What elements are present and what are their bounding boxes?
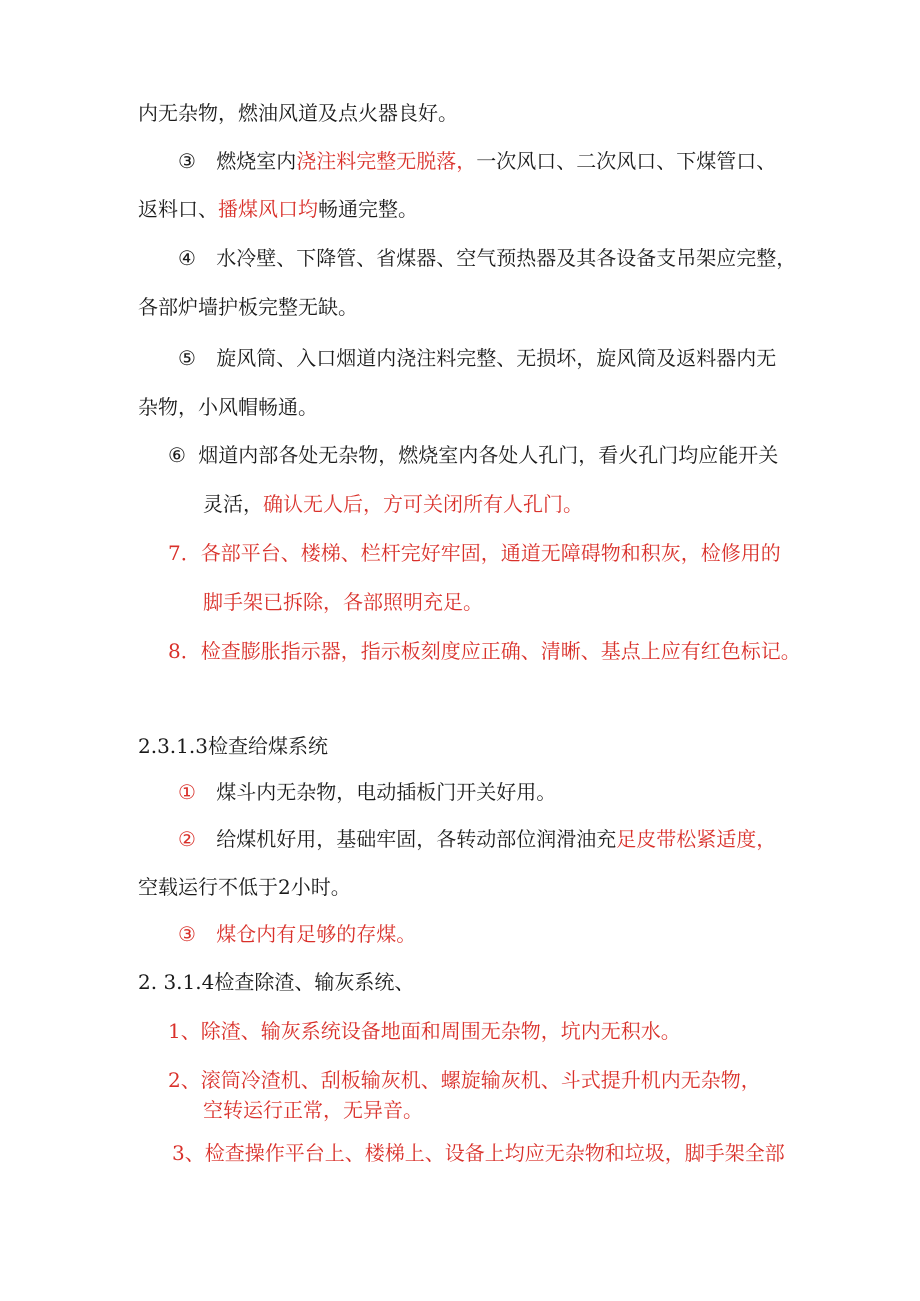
line-text: 烟道内部各处无杂物，燃烧室内各处人孔门，看火孔门均应能开关	[198, 443, 779, 467]
heading-text: 2. 3.1.4检查除渣、输灰系统、	[138, 970, 415, 994]
list-item	[178, 826, 776, 852]
line-text-highlight: 确认无人后，方可关闭所有人孔门。	[263, 492, 583, 516]
text-line	[203, 491, 583, 517]
item-marker: ⑥	[168, 443, 186, 467]
line-text: 给煤机好用，基础牢固，各转动部位润滑油充	[216, 827, 617, 851]
line-text: 灵活，	[203, 492, 263, 516]
line-text-highlight: 松紧适度，	[676, 827, 777, 851]
text-line	[138, 100, 458, 126]
line-text: 煤仓内有足够的存煤。	[216, 922, 417, 946]
line-text: 畅通完整。	[318, 197, 418, 221]
text-line	[138, 874, 351, 900]
line-text: 杂物，小风帽畅通。	[138, 395, 318, 419]
list-item	[168, 540, 781, 566]
line-text: 空转运行正常，无异音。	[203, 1098, 423, 1122]
line-text: 空载运行不低于2小时。	[138, 875, 351, 899]
heading-text: 2.3.1.3检查给煤系统	[138, 734, 328, 758]
text-line	[203, 589, 483, 615]
line-text: 一次风口、二次风口、下煤管口、	[476, 149, 777, 173]
list-item	[178, 345, 776, 371]
list-item	[168, 1018, 681, 1044]
line-text-highlight: 浇注料完整无脱落，	[296, 149, 477, 173]
line-text: 旋风筒、入口烟道内浇注料完整、无损坏，旋风筒及返料器内无	[216, 346, 777, 370]
item-marker: ④	[178, 246, 196, 270]
item-marker: ③	[178, 922, 196, 946]
line-text: 3、检查操作平台上、楼梯上、设备上均应无杂物和垃圾，脚手架全部	[172, 1141, 785, 1165]
text-line	[138, 196, 418, 222]
line-text: 脚手架已拆除，各部照明充足。	[203, 590, 483, 614]
item-marker: ②	[178, 827, 196, 851]
line-text: 7．各部平台、楼梯、栏杆完好牢固，通道无障碍物和积灰，检修用的	[168, 541, 781, 565]
list-item	[168, 638, 801, 664]
list-item	[178, 245, 796, 271]
section-heading	[138, 969, 414, 995]
item-marker: ⑤	[178, 346, 196, 370]
item-marker: ①	[178, 780, 196, 804]
list-item	[178, 921, 416, 947]
line-text: 煤斗内无杂物，电动插板门开关好用。	[216, 780, 557, 804]
line-text: 内无杂物，燃油风道及点火器良好。	[138, 101, 458, 125]
list-item	[178, 779, 556, 805]
line-text: 1、除渣、输灰系统设备地面和周围无杂物，坑内无积水。	[168, 1019, 681, 1043]
line-text: 各部炉墙护板完整无缺。	[138, 295, 358, 319]
list-item	[178, 148, 776, 174]
section-heading	[138, 733, 328, 759]
line-text: 8．检查膨胀指示器，指示板刻度应正确、清晰、基点上应有红色标记。	[168, 639, 801, 663]
line-text: 水冷壁、下降管、省煤器、空气预热器及其各设备支吊架应完整，	[216, 246, 797, 270]
item-marker: ③	[178, 149, 196, 173]
text-line	[138, 294, 358, 320]
line-text: 返料口、	[138, 197, 218, 221]
text-line	[203, 1097, 423, 1123]
line-text: 燃烧室内	[216, 149, 297, 173]
line-text: 2、滚筒冷渣机、刮板输灰机、螺旋输灰机、斗式提升机内无杂物，	[168, 1068, 761, 1092]
line-text-highlight: 播煤风口均	[218, 197, 318, 221]
text-line	[138, 394, 318, 420]
list-item	[172, 1140, 785, 1166]
line-text-highlight: 足皮带	[616, 827, 677, 851]
list-item	[168, 442, 778, 468]
list-item	[168, 1067, 761, 1093]
